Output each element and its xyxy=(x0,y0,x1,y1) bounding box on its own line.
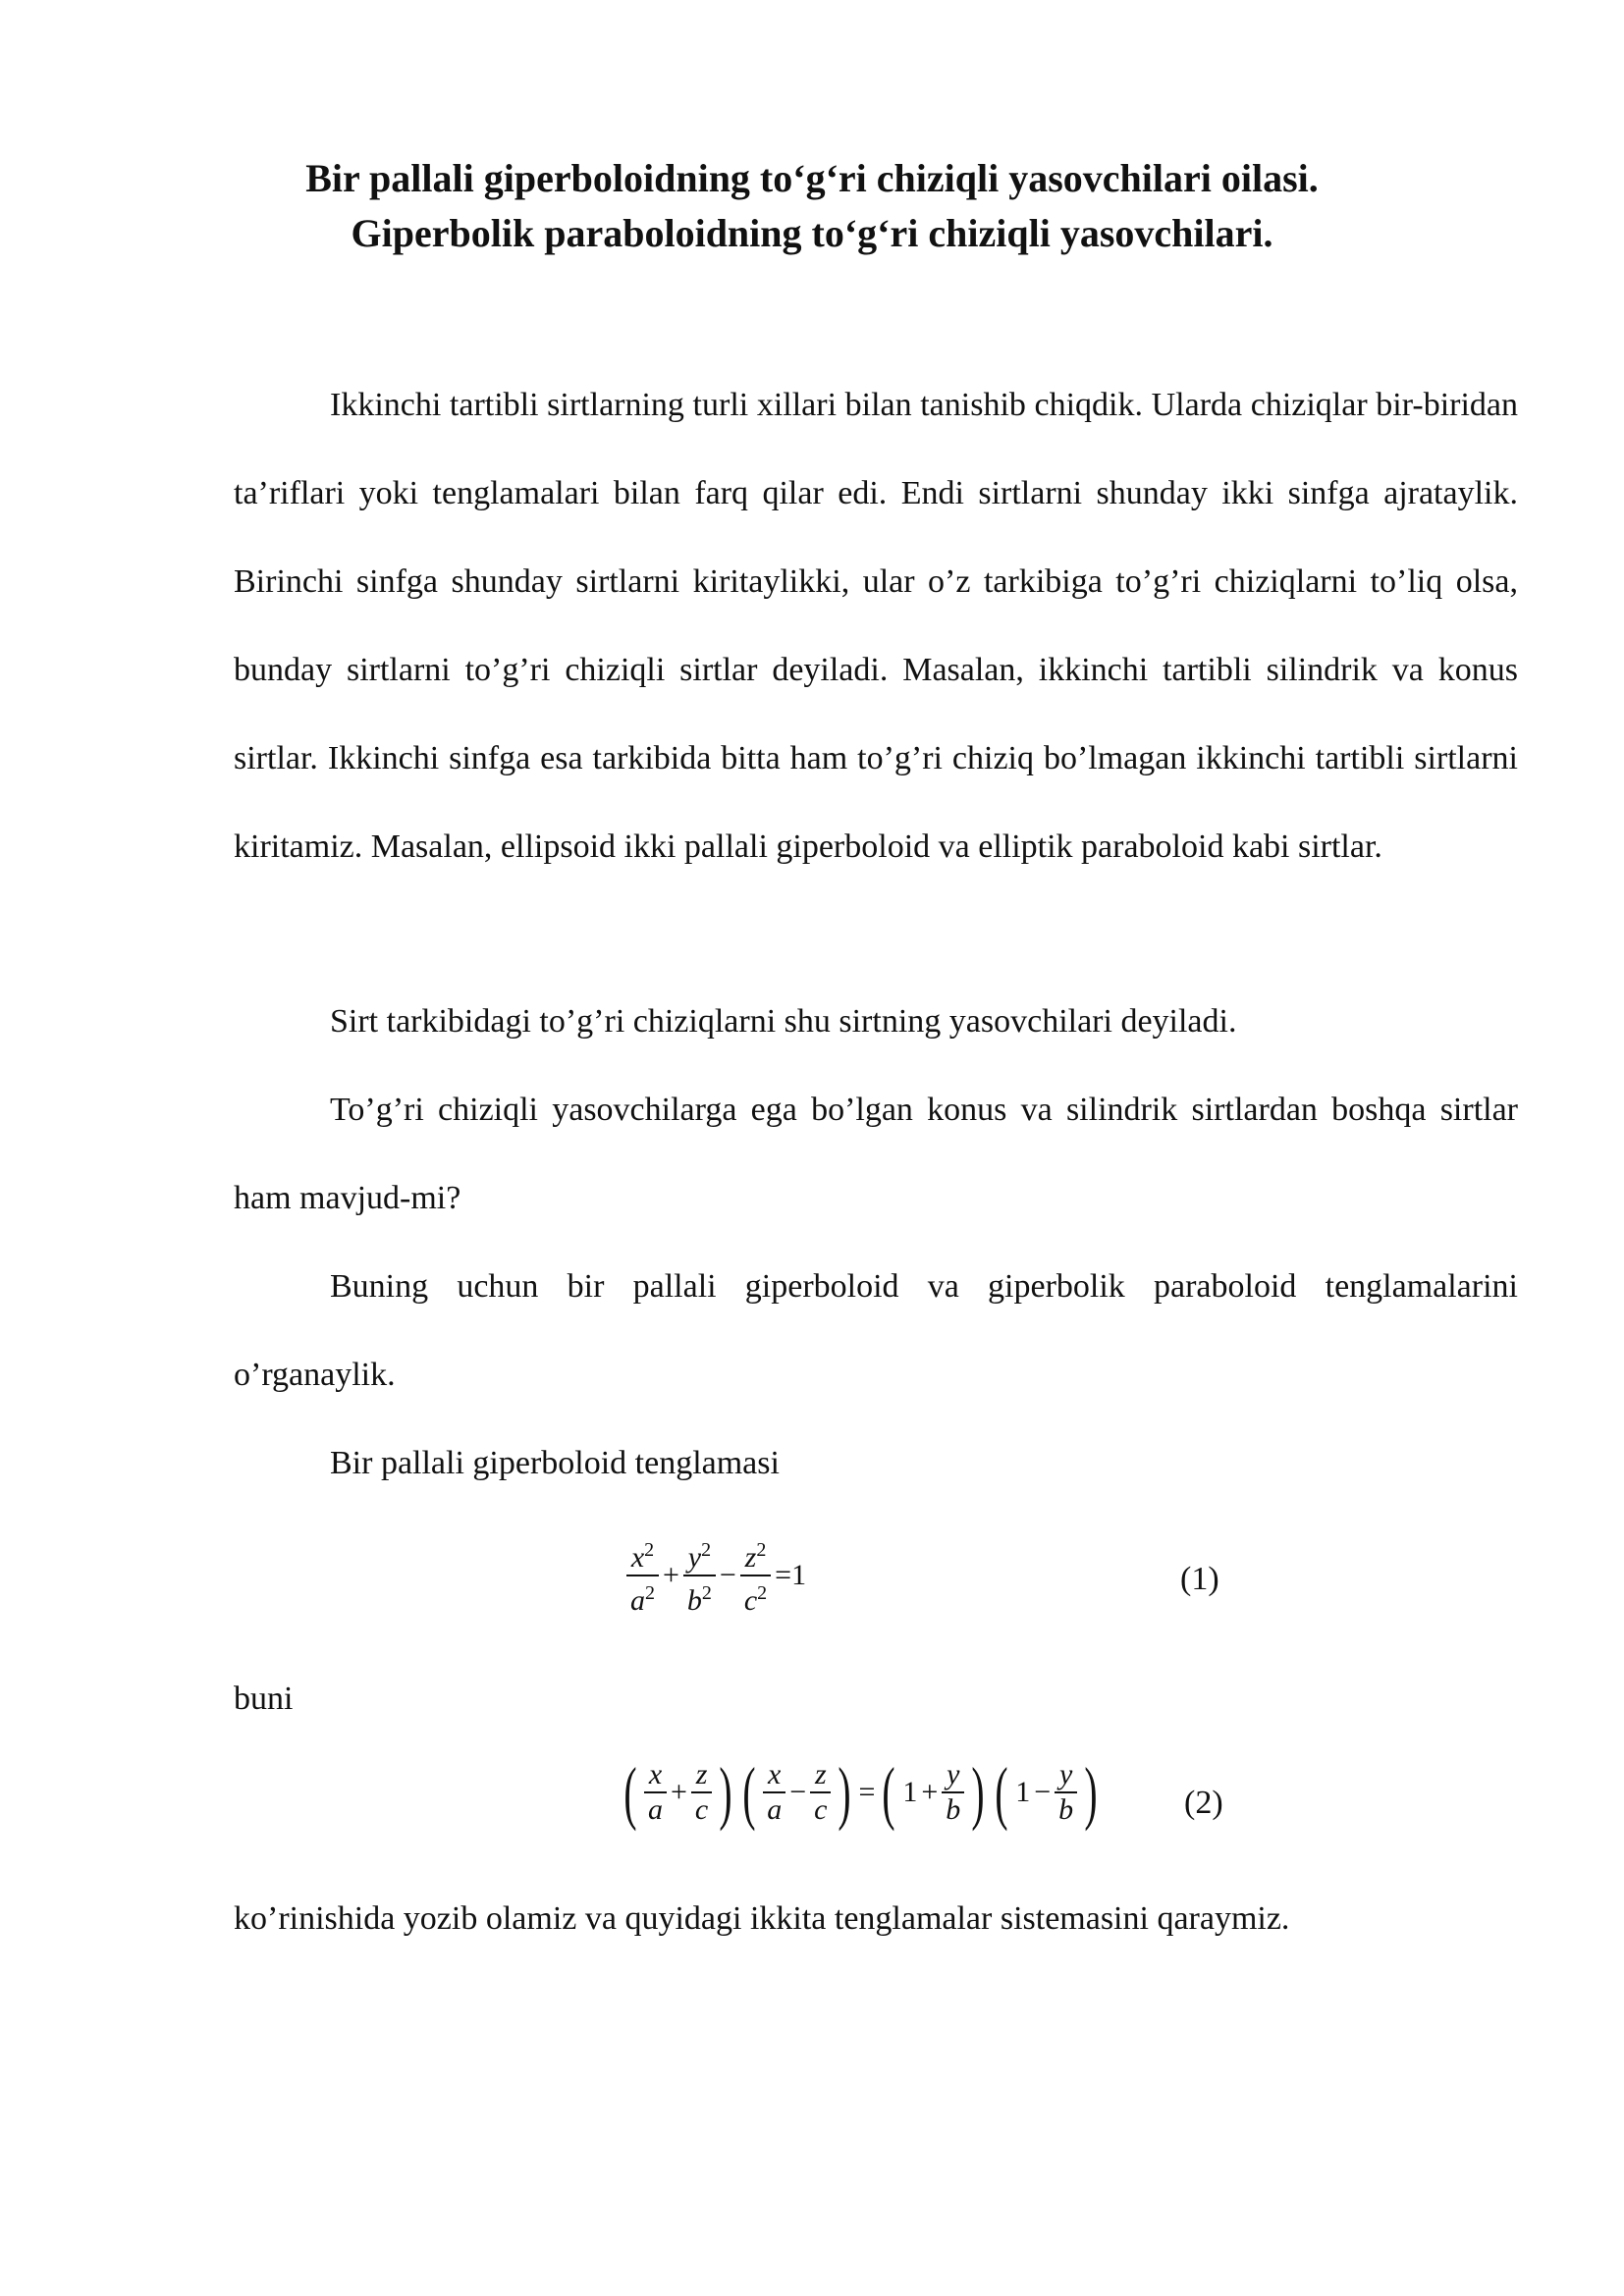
minus-sign: − xyxy=(719,1559,736,1591)
title-line-1: Bir pallali giperboloidning to‘g‘ri chiziqli yasovchilari oilasi. xyxy=(305,156,1319,200)
paragraph-conclusion: ko’rinishida yozib olamiz va quyidagi ikkita tenglamalar sistemasini qaraymiz. xyxy=(234,1900,1290,1937)
paragraph-study: Buning uchun bir pallali giperboloid va giperbolik paraboloid tenglamalarini o’rganaylik. xyxy=(234,1268,1518,1393)
paragraph-generators: Sirt tarkibidagi to’g’ri chiziqlarni shu sirtning yasovchilari deyiladi. xyxy=(330,1003,1237,1040)
plus-sign: + xyxy=(663,1559,679,1591)
equals-one: =1 xyxy=(775,1559,807,1591)
equation-2: ( $\frac{x}{a}$ + $\frac{z}{c}$ ) ( $\frac{x}{a}$ − $\frac{z}{c}$ ) = ( 1 + $\frac{y}{b}$ ) ( 1 − $\frac{y}{b}$ ) xyxy=(623,1753,1098,1832)
paragraph-question: To’g’ri chiziqli yasovchilarga ega bo’lgan konus va silindrik sirtlardan boshqa sirtlar ham mavjud-mi? xyxy=(234,1092,1518,1216)
equation-1-number: (1) xyxy=(1180,1561,1219,1597)
equation-1 xyxy=(624,1533,808,1618)
paragraph-equation-intro: Bir pallali giperboloid tenglamasi xyxy=(330,1445,780,1481)
fraction-x2-a2: $\frac{x^2}{a^2}$ xyxy=(626,1533,659,1618)
fraction-y2-b2: $\frac{y^2}{b^2}$ xyxy=(683,1533,716,1618)
fraction-z2-c2: $\frac{z^2}{c^2}$ xyxy=(740,1533,771,1618)
equation-2-number: (2) xyxy=(1184,1785,1223,1821)
document-title xyxy=(234,151,1390,261)
title-line-2: Giperbolik paraboloidning to‘g‘ri chiziqli yasovchilari. xyxy=(351,211,1273,255)
paragraph-buni: buni xyxy=(234,1681,294,1717)
paragraph-intro: Ikkinchi tartibli sirtlarning turli xillari bilan tanishib chiqdik. Ularda chiziqlar bir-biridan ta’riflari yoki tenglamalari bilan farq qilar edi. Endi sirtlarni shunday ikki sinfga ajrataylik. Birinchi sinfga shunday sirtlarni kiritaylikki, ular o’z tarkibiga to’g’ri chiziqlarni to’liq olsa, bunday sirtlarni to’g’ri chiziqli sirtlar deyiladi. Masalan, ikkinchi tartibli silindrik va konus sirtlar. Ikkinchi sinfga esa tarkibida bitta ham to’g’ri chiziq bo’lmagan ikkinchi tartibli sirtlarni kiritamiz. Masalan, ellipsoid ikki pallali giperboloid va elliptik paraboloid kabi sirtlar. xyxy=(234,387,1518,865)
